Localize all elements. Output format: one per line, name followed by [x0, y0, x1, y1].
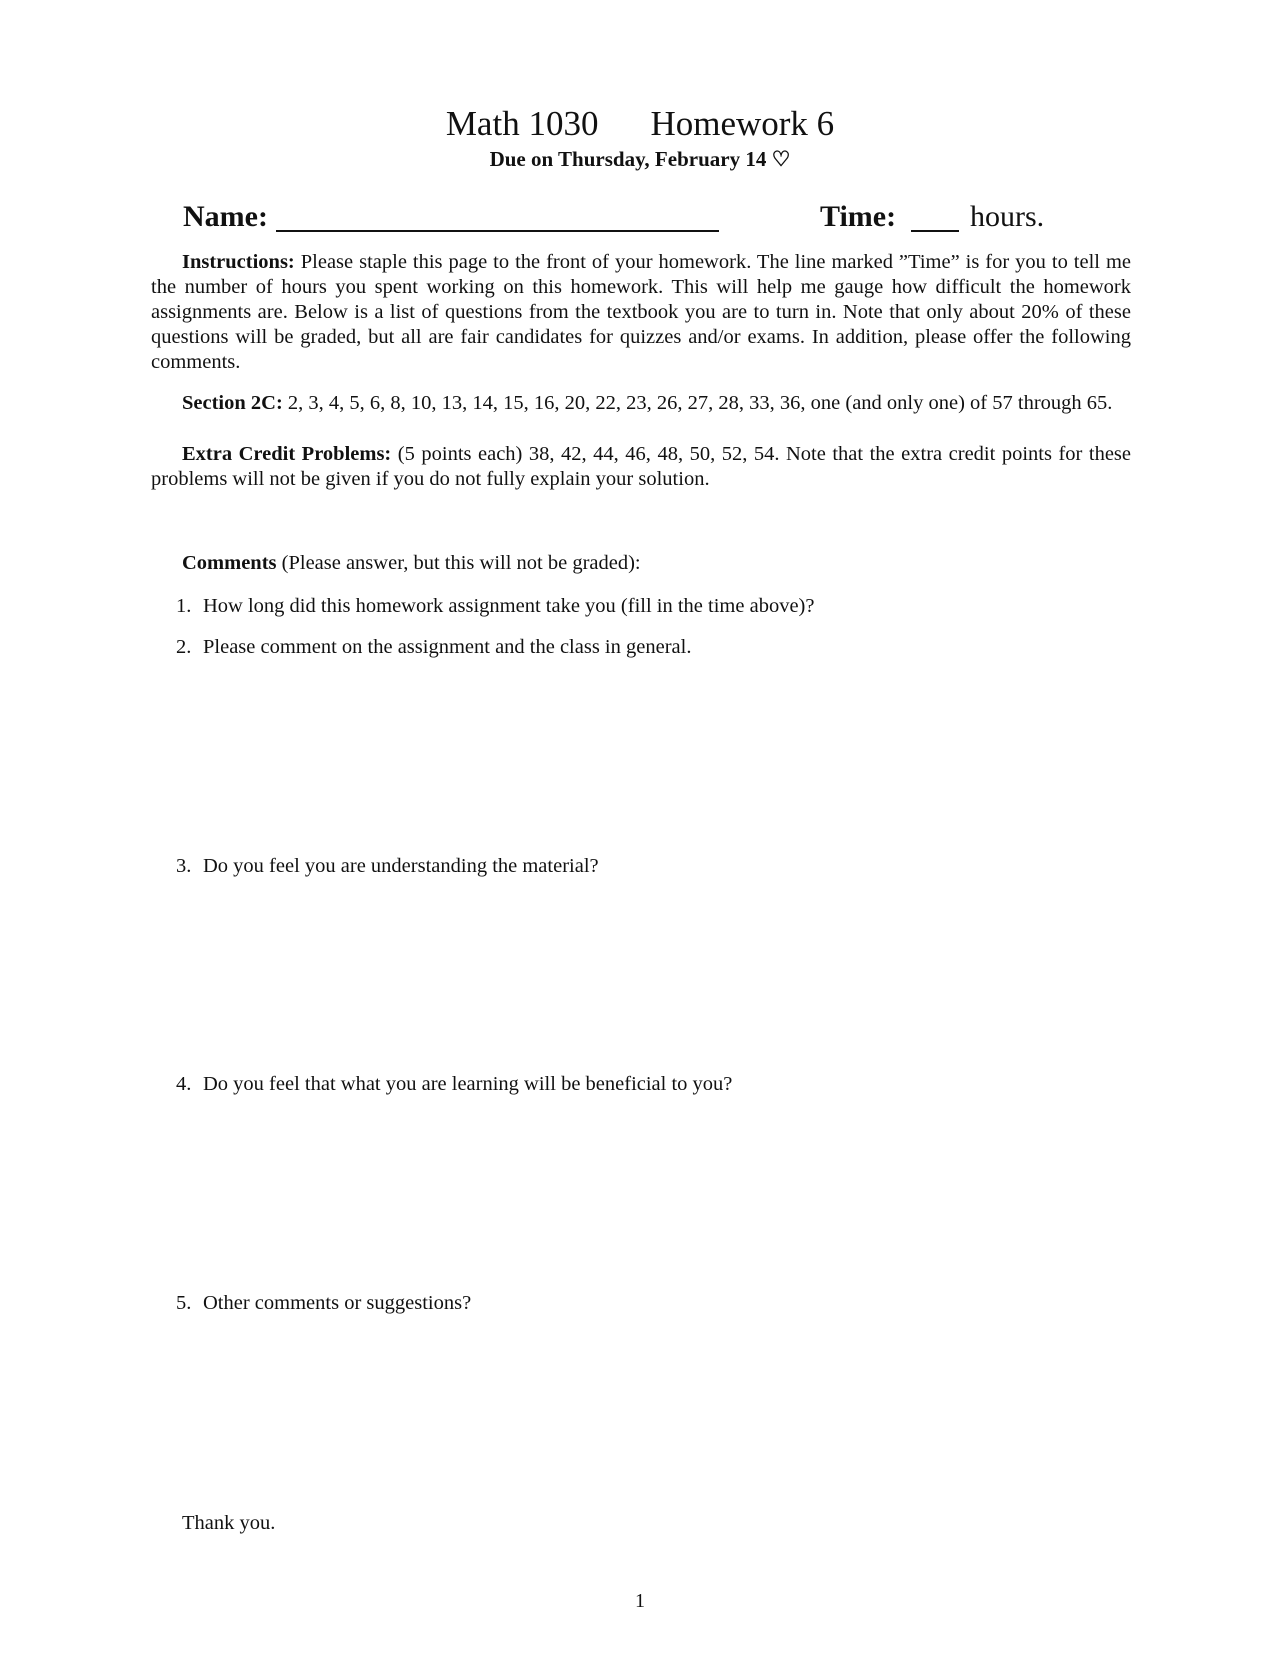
closing-text: Thank you. [182, 1512, 276, 1534]
extra-credit-paragraph [151, 442, 1131, 492]
question-item: 3. Do you feel you are understanding the material? [176, 855, 599, 877]
question-item: 1. How long did this homework assignment take you (fill in the time above)? [176, 595, 815, 617]
hours-label: hours. [970, 200, 1045, 233]
instructions-paragraph [151, 250, 1131, 375]
comments-note: (Please answer, but this will not be graded): [281, 552, 641, 574]
instructions-label: Instructions: [182, 251, 295, 273]
question-item: 5. Other comments or suggestions? [176, 1292, 472, 1314]
name-blank-line [276, 230, 719, 232]
question-item: 4. Do you feel that what you are learning will be beneficial to you? [176, 1073, 733, 1095]
document-title [0, 104, 1280, 144]
page-number: 1 [635, 1590, 645, 1612]
extra-credit-text: (5 points each) 38, 42, 44, 46, 48, 50, 52, 54. Note that the extra credit points for these problems will not be given if you do not fully explain your solution. [151, 443, 1132, 490]
section-text: 2, 3, 4, 5, 6, 8, 10, 13, 14, 15, 16, 20, 22, 23, 26, 27, 28, 33, 36, one (and only one) of 57 through 65. [287, 392, 1113, 414]
section-paragraph [151, 391, 1131, 416]
course-title: Math 1030 [445, 104, 599, 143]
section-label: Section 2C: [182, 392, 283, 414]
time-blank-line [911, 230, 959, 232]
assignment-title: Homework 6 [650, 104, 835, 143]
extra-credit-label: Extra Credit Problems: [182, 443, 392, 465]
question-item: 2. Please comment on the assignment and the class in general. [176, 636, 692, 658]
instructions-text: Please staple this page to the front of your homework. The line marked ”Time” is for you to tell me the number of hours you spent working on this homework. This will help me gauge how difficult the homework assignments are. Below is a list of questions from the textbook you are to turn in. Note that only about 20% of these questions will be graded, but all are fair candidates for quizzes and/or exams. In addition, please offer the following comments. [151, 251, 1132, 373]
time-label: Time: [820, 200, 897, 233]
name-label: Name: [183, 200, 268, 233]
due-date: Due on Thursday, February 14 ♡ [489, 147, 791, 171]
comments-heading [151, 551, 1131, 576]
comments-label: Comments [182, 552, 277, 574]
